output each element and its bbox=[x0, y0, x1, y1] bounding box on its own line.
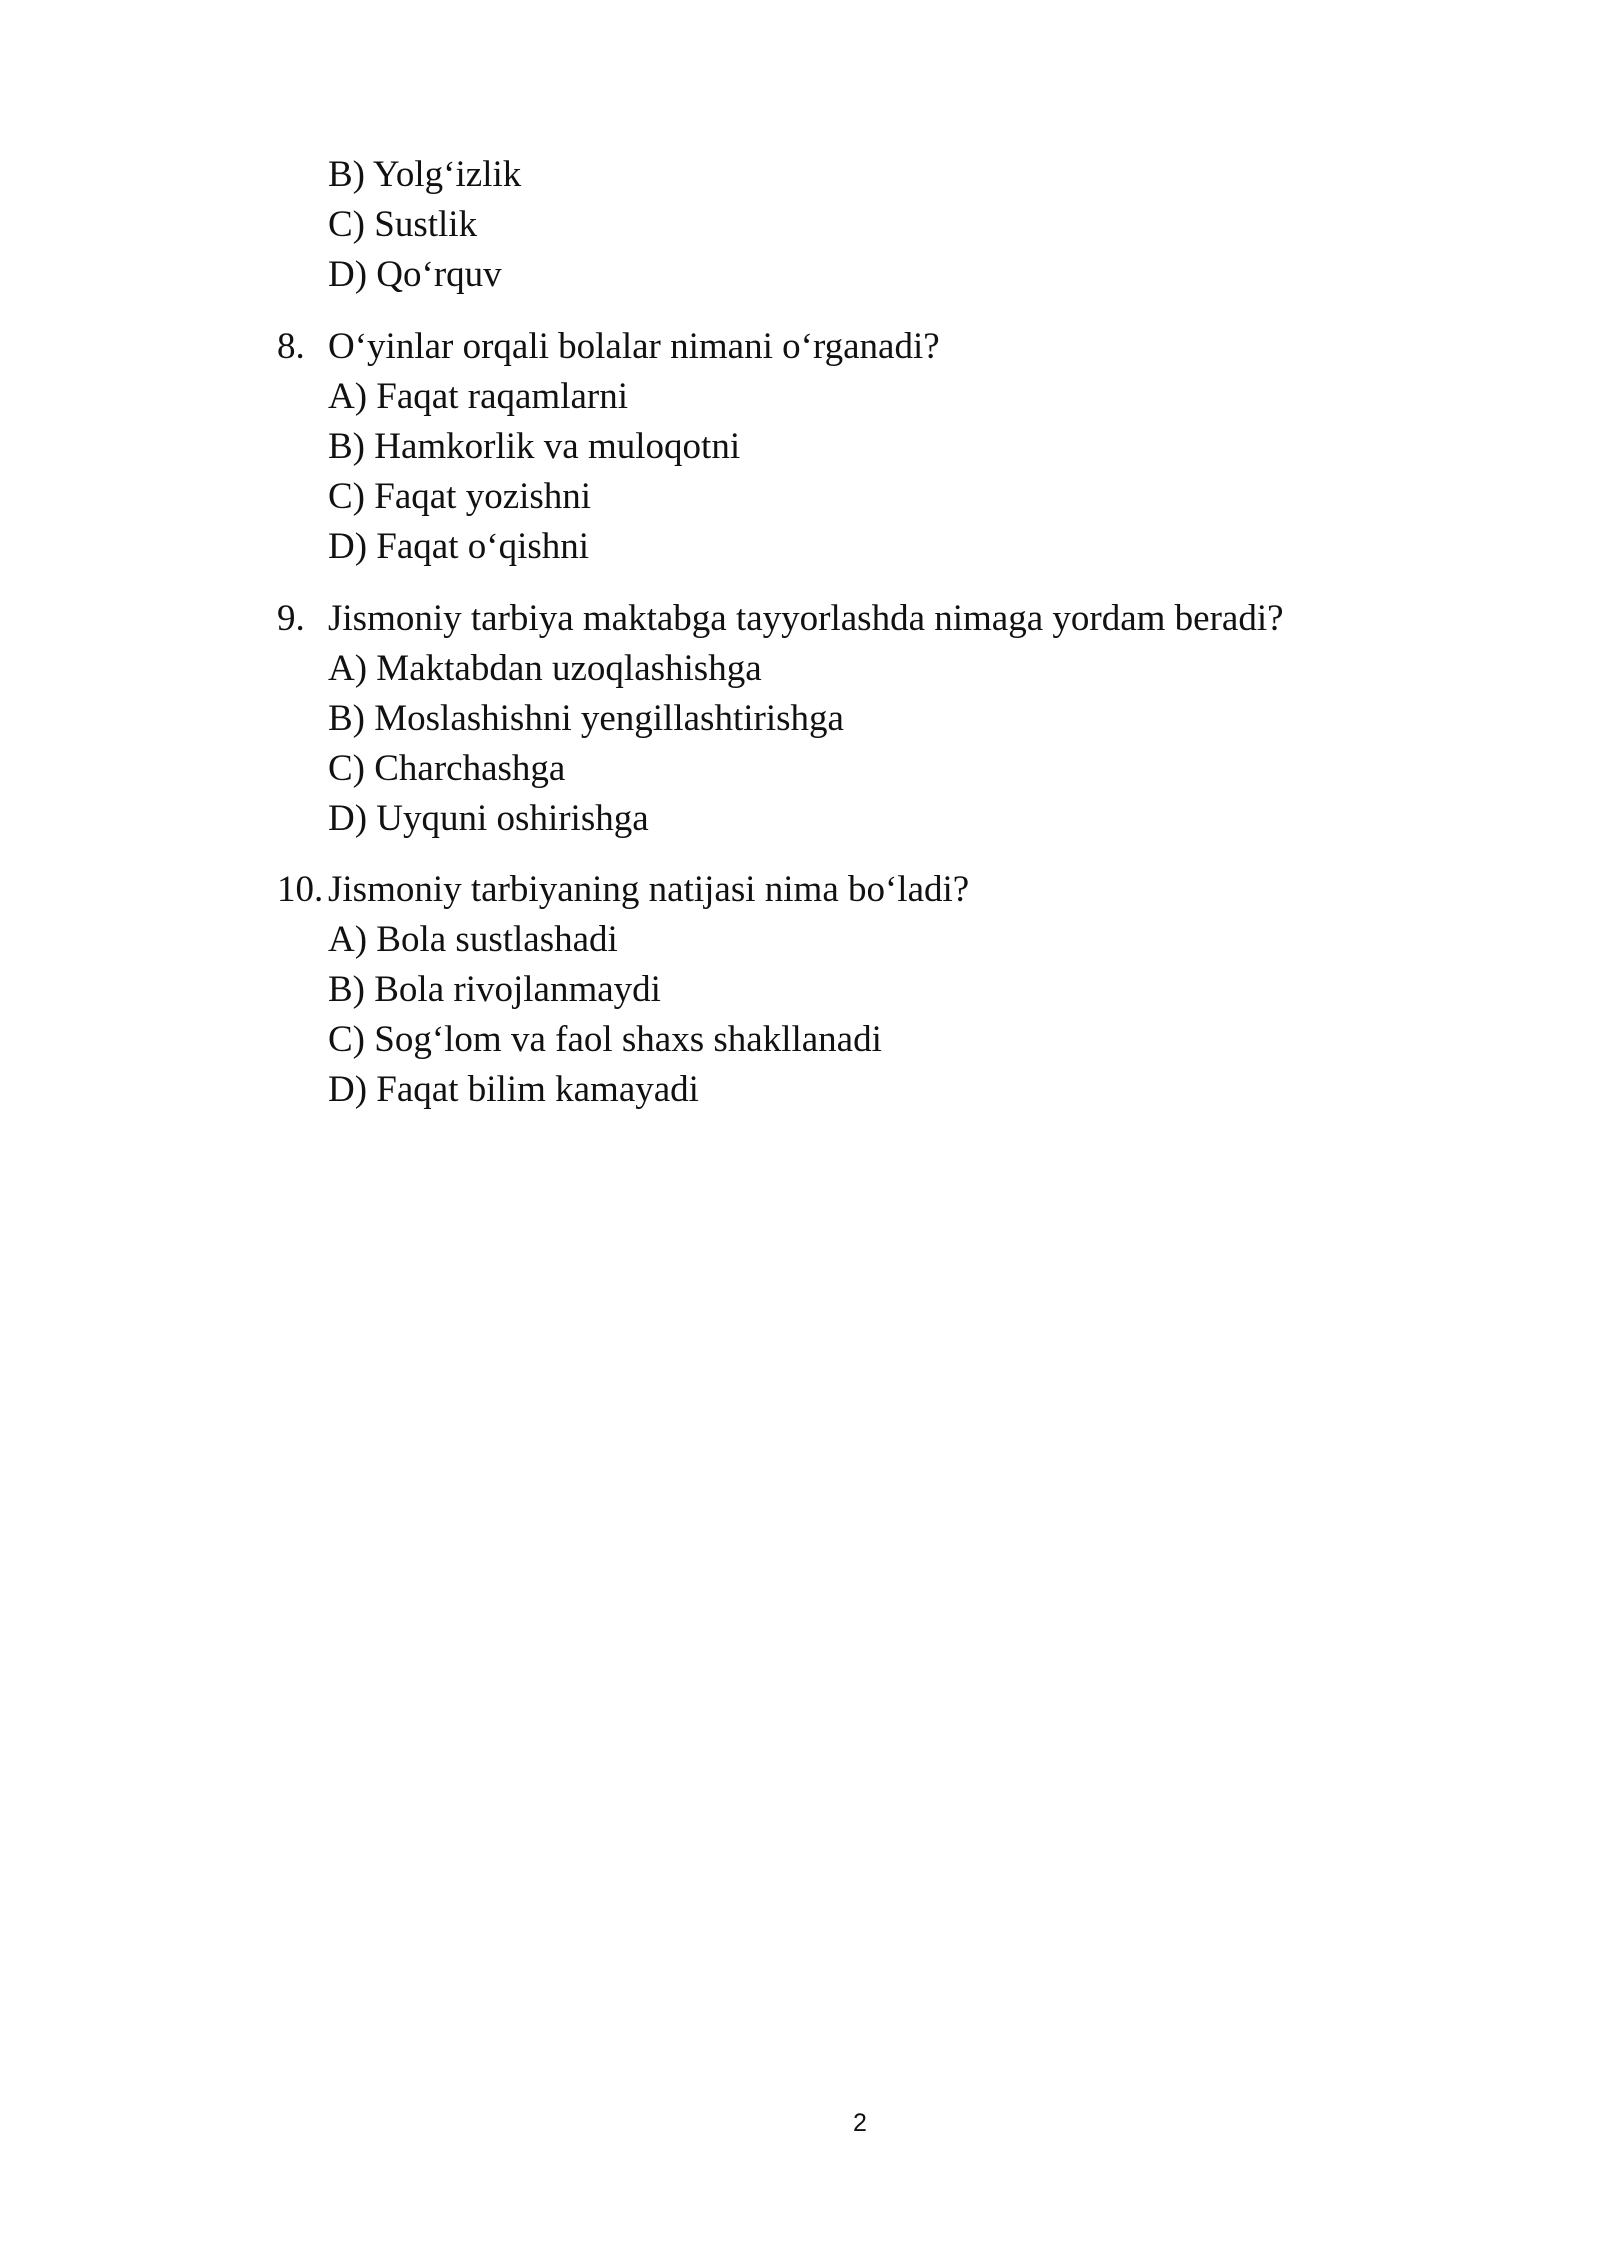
option: D) Faqat o‘qishni bbox=[328, 526, 590, 567]
question-9 bbox=[277, 594, 1377, 844]
question-text: Jismoniy tarbiya maktabga tayyorlashda nimaga yordam beradi? bbox=[328, 598, 1284, 639]
question-text: Jismoniy tarbiyaning natijasi nima bo‘ladi? bbox=[328, 869, 970, 910]
option: A) Bola sustlashadi bbox=[328, 919, 618, 960]
option: D) Qo‘rquv bbox=[328, 254, 502, 295]
continued-options bbox=[328, 150, 521, 300]
option: B) Moslashishni yengillashtirishga bbox=[328, 698, 844, 739]
question-10 bbox=[277, 865, 1377, 1115]
answer-options bbox=[328, 915, 1377, 1115]
answer-options bbox=[328, 644, 1377, 844]
question-number: 9. bbox=[277, 598, 305, 639]
question-text: O‘yinlar orqali bolalar nimani o‘rganadi? bbox=[328, 326, 940, 367]
option: A) Faqat raqamlarni bbox=[328, 376, 628, 417]
page-number: 2 bbox=[853, 2109, 867, 2137]
option: C) Faqat yozishni bbox=[328, 476, 592, 517]
question-8 bbox=[277, 322, 1377, 572]
option: D) Uyquni oshirishga bbox=[328, 798, 649, 839]
option: A) Maktabdan uzoqlashishga bbox=[328, 648, 762, 689]
option: B) Hamkorlik va muloqotni bbox=[328, 426, 741, 467]
option: D) Faqat bilim kamayadi bbox=[328, 1069, 699, 1110]
option: C) Charchashga bbox=[328, 748, 566, 789]
option: C) Sog‘lom va faol shaxs shakllanadi bbox=[328, 1019, 882, 1060]
option: C) Sustlik bbox=[328, 204, 478, 245]
answer-options bbox=[328, 372, 1377, 572]
question-number: 10. bbox=[277, 869, 324, 910]
option: B) Yolg‘izlik bbox=[328, 154, 522, 195]
option: B) Bola rivojlanmaydi bbox=[328, 969, 661, 1010]
question-number: 8. bbox=[277, 326, 305, 367]
